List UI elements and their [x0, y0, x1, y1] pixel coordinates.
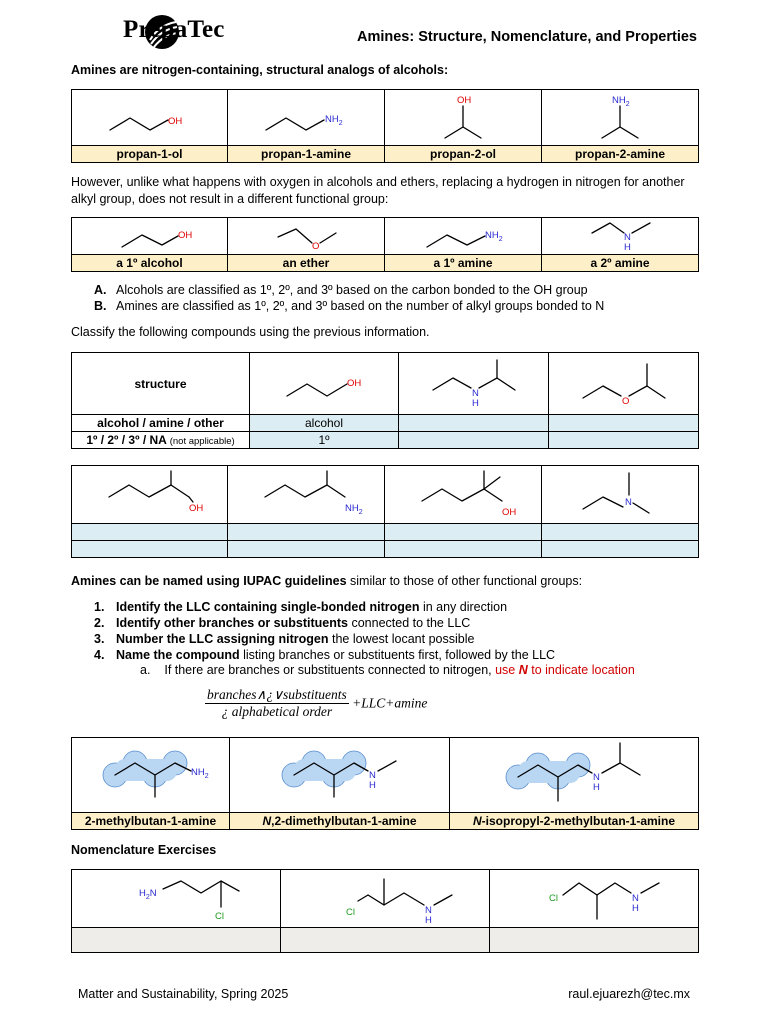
svg-text:H: H — [624, 242, 631, 253]
structure-exercise-1 — [72, 870, 281, 928]
answer-cell[interactable] — [228, 524, 385, 541]
answer-cell[interactable] — [542, 541, 699, 558]
substep-a: a. If there are branches or substituents connected to nitrogen, use N to indicate location — [140, 663, 635, 677]
svg-text:NH2: $NH_2$ — [325, 113, 343, 127]
structure-2-methylpentan-2-ol — [385, 466, 542, 524]
naming-formula: branches∧¿∨substituents ¿ alphabetical order +LLC+amine — [207, 687, 428, 719]
row-header-structure: structure — [72, 353, 250, 415]
step-4: 4. Name the compound listing branches or substituents first, followed by the LLC — [94, 648, 556, 662]
svg-text:N: N — [425, 904, 432, 916]
structure-ethyl-isopropyl-ether — [549, 353, 699, 415]
label-2-methylbutan-1-amine: 2-methylbutan-1-amine — [72, 813, 230, 830]
svg-text:N: N — [368, 770, 376, 781]
answer-degree-1: 1º — [250, 432, 399, 449]
structure-ether — [228, 218, 385, 255]
svg-text:N: N — [471, 387, 479, 399]
answer-cell[interactable] — [72, 524, 228, 541]
label-n-isopropyl-2-methylbutan-1-amine: N-isopropyl-2-methylbutan-1-amine — [450, 813, 699, 830]
answer-cell[interactable] — [542, 524, 699, 541]
structure-primary-amine — [385, 218, 542, 255]
structure-n-methyl-n-propyl-amine — [542, 466, 699, 524]
svg-text:Cl: Cl — [346, 906, 355, 918]
structure-ethyl-isopropyl-amine — [399, 353, 549, 415]
label-secondary-amine: a 2º amine — [542, 255, 699, 272]
exercise-answer-cell[interactable] — [72, 928, 281, 953]
row-header-type: alcohol / amine / other — [72, 415, 250, 432]
svg-text:N: N — [632, 892, 639, 904]
label-propan-2-ol: propan-2-ol — [385, 146, 542, 163]
structure-secondary-amine — [542, 218, 699, 255]
structure-n2-dimethylbutan-1-amine — [230, 738, 450, 813]
svg-text:OH: OH — [177, 230, 192, 241]
label-ether: an ether — [228, 255, 385, 272]
answer-cell[interactable] — [385, 524, 542, 541]
structure-propan-1-ol — [72, 90, 228, 146]
svg-text:H: H — [471, 397, 479, 409]
svg-text:H: H — [425, 914, 432, 926]
intro-text: Amines are nitrogen-containing, structural analogs of alcohols: — [71, 63, 449, 77]
table-functional-groups — [71, 217, 699, 272]
svg-text:H: H — [593, 782, 600, 793]
structure-propan-2-ol — [385, 90, 542, 146]
answer-degree-2[interactable] — [399, 432, 549, 449]
answer-type-2[interactable] — [399, 415, 549, 432]
structure-propan-2-amine — [542, 90, 699, 146]
table-alcohol-amine-analogs — [71, 89, 699, 163]
structure-exercise-3 — [490, 870, 699, 928]
table-classify-2 — [71, 465, 699, 558]
svg-text:O: O — [312, 241, 320, 251]
answer-degree-3[interactable] — [549, 432, 699, 449]
svg-text:H: H — [368, 780, 376, 791]
answer-cell[interactable] — [228, 541, 385, 558]
naming-steps — [94, 599, 694, 663]
functional-group-paragraph: However, unlike what happens with oxygen in alcohols and ethers, replacing a hydrogen in nitrogen for another alkyl group, does not result in a different functional group: — [71, 175, 685, 206]
classify-prompt: Classify the following compounds using the previous information. — [71, 325, 430, 339]
svg-text:N: N — [625, 496, 632, 508]
answer-type-1: alcohol — [250, 415, 399, 432]
structure-pentan-2-ol — [72, 466, 228, 524]
svg-text:NH2: $NH_2$ — [612, 94, 630, 108]
classification-item-a: A. Alcohols are classified as 1º, 2º, and 3º based on the carbon bonded to the OH group — [94, 283, 588, 297]
logo-text: PrepaTec — [123, 16, 225, 43]
table-naming-exercises — [71, 869, 699, 953]
answer-type-3[interactable] — [549, 415, 699, 432]
table-naming-examples — [71, 737, 699, 830]
svg-text:N: N — [624, 232, 631, 243]
label-propan-1-amine: propan-1-amine — [228, 146, 385, 163]
svg-text:O: O — [621, 395, 629, 407]
structure-propan-1-amine — [228, 90, 385, 146]
page-title: Amines: Structure, Nomenclature, and Properties — [356, 29, 697, 45]
svg-text:OH: OH — [188, 502, 203, 514]
svg-text:OH: OH — [167, 115, 182, 127]
label-primary-alcohol: a 1º alcohol — [72, 255, 228, 272]
label-primary-amine: a 1º amine — [385, 255, 542, 272]
structure-exercise-2 — [281, 870, 490, 928]
svg-text:H2N: $H_2N$ — [139, 887, 157, 901]
answer-cell[interactable] — [385, 541, 542, 558]
svg-text:OH: OH — [502, 506, 517, 518]
svg-text:NH2: $NH_2$ — [485, 230, 503, 243]
structure-2-methylbutan-1-amine — [72, 738, 230, 813]
exercise-answer-cell[interactable] — [490, 928, 699, 953]
structure-pentan-2-amine — [228, 466, 385, 524]
step-1: 1. Identify the LLC containing single-bonded nitrogen in any direction — [94, 600, 508, 614]
table-classify-1 — [71, 352, 699, 449]
step-2: 2. Identify other branches or substituents connected to the LLC — [94, 616, 471, 630]
structure-propanol-example — [250, 353, 399, 415]
answer-cell[interactable] — [72, 541, 228, 558]
row-header-degree: 1º / 2º / 3º / NA (not applicable) — [72, 432, 250, 449]
structure-primary-alcohol — [72, 218, 228, 255]
svg-text:OH: OH — [347, 377, 362, 389]
footer-course: Matter and Sustainability, Spring 2025 — [78, 987, 289, 1001]
step-3: 3. Number the LLC assigning nitrogen the lowest locant possible — [94, 632, 475, 646]
label-n2-dimethylbutan-1-amine: N,2-dimethylbutan-1-amine — [230, 813, 450, 830]
svg-text:Cl: Cl — [215, 910, 224, 922]
svg-text:H: H — [632, 902, 639, 914]
exercises-title: Nomenclature Exercises — [71, 843, 217, 857]
iupac-intro: Amines can be named using IUPAC guidelines similar to those of other functional groups: — [71, 574, 583, 588]
structure-n-isopropyl-2-methylbutan-1-amine — [450, 738, 699, 813]
label-propan-1-ol: propan-1-ol — [72, 146, 228, 163]
classification-item-b: B. Amines are classified as 1º, 2º, and 3º based on the number of alkyl groups bonded to N — [94, 299, 605, 313]
svg-text:N: N — [593, 772, 600, 783]
label-propan-2-amine: propan-2-amine — [542, 146, 699, 163]
svg-text:OH: OH — [457, 94, 472, 106]
classification-list — [94, 282, 694, 314]
svg-text:Cl: Cl — [549, 892, 558, 904]
svg-text:NH2: $NH_2$ — [190, 767, 209, 780]
svg-text:NH2: $NH_2$ — [345, 502, 363, 516]
footer-email: raul.ejuarezh@tec.mx — [568, 987, 690, 1001]
exercise-answer-cell[interactable] — [281, 928, 490, 953]
